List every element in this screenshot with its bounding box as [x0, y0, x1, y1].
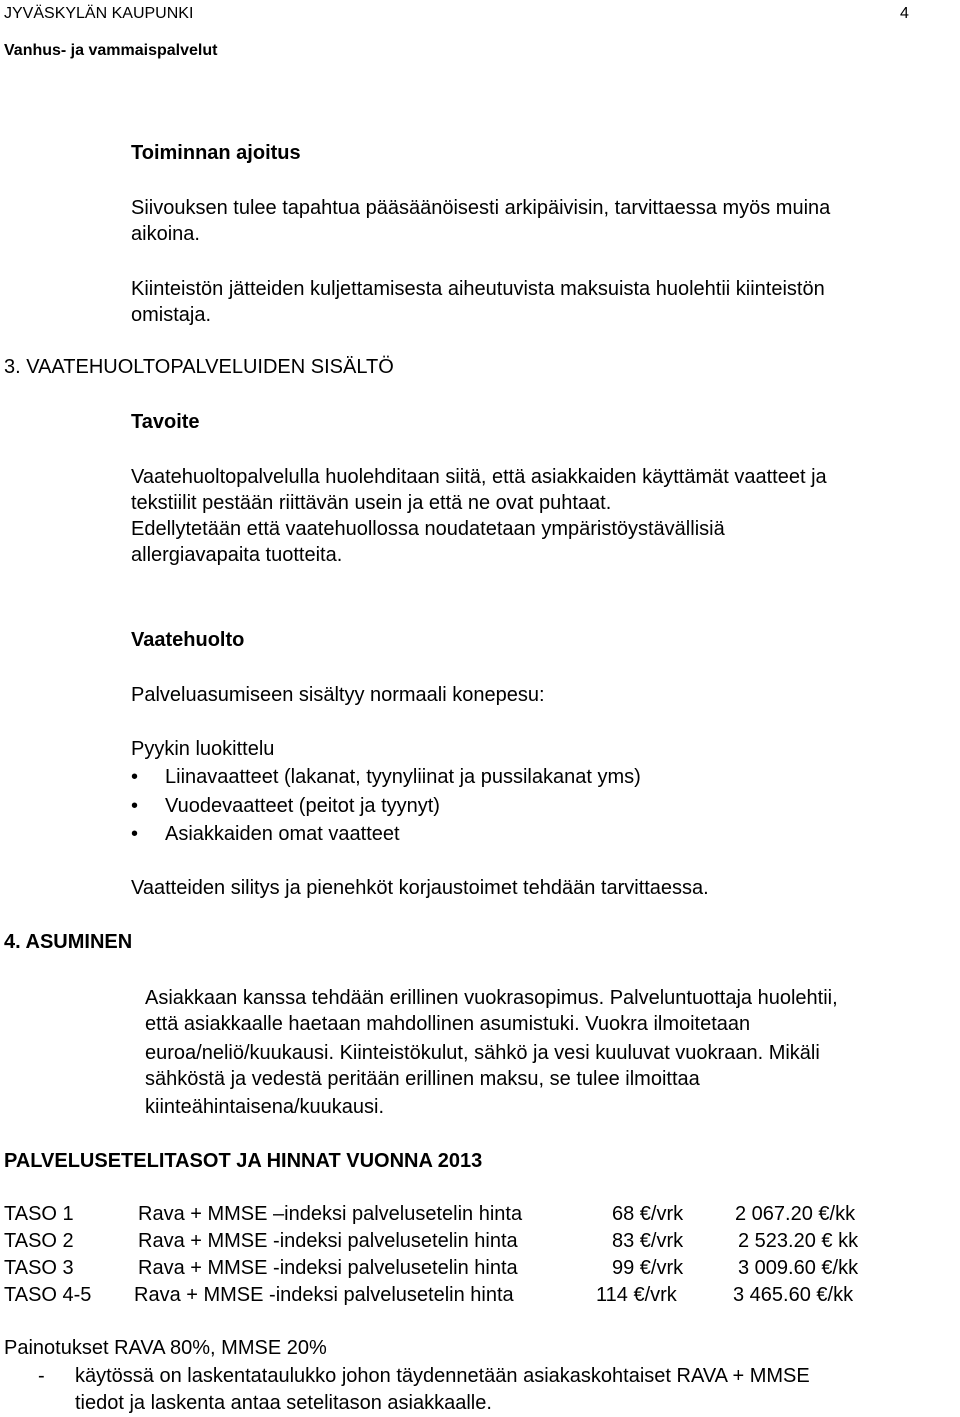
price-daily: 99 €/vrk: [612, 1257, 684, 1279]
price-description: Rava + MMSE -indeksi palvelusetelin hinta: [134, 1284, 514, 1306]
header-org: JYVÄSKYLÄN KAUPUNKI: [4, 5, 194, 22]
paragraph-line: allergiavapaita tuotteita.: [131, 544, 343, 566]
subheading-pyykki: Pyykin luokittelu: [131, 738, 275, 760]
list-item-text: Vuodevaatteet (peitot ja tyynyt): [165, 795, 440, 817]
bullet-icon: •: [131, 766, 139, 788]
header-department: Vanhus- ja vammaispalvelut: [4, 42, 218, 59]
bullet-icon: •: [131, 795, 139, 817]
price-monthly: 3 465.60 €/kk: [733, 1284, 854, 1306]
list-item-text: Liinavaatteet (lakanat, tyynyliinat ja pussilakanat yms): [165, 766, 641, 788]
paragraph-line: käytössä on laskentataulukko johon täydennetään asiakaskohtaiset RAVA + MMSE: [75, 1365, 810, 1387]
prices-heading: PALVELUSETELITASOT JA HINNAT VUONNA 2013: [4, 1150, 483, 1172]
subheading-vaatehuolto: Vaatehuolto: [131, 629, 245, 651]
paragraph-line: omistaja.: [131, 304, 212, 326]
weights-title: Painotukset RAVA 80%, MMSE 20%: [4, 1337, 327, 1359]
paragraph-line: sähköstä ja vedestä peritään erillinen maksu, se tulee ilmoittaa: [145, 1068, 700, 1090]
section-heading-4: 4. ASUMINEN: [4, 931, 133, 953]
page-number: 4: [900, 5, 909, 22]
price-level: TASO 1: [4, 1203, 74, 1225]
paragraph-line: Palveluasumiseen sisältyy normaali konepesu:: [131, 684, 545, 706]
paragraph-line: Vaatteiden silitys ja pienehköt korjaustoimet tehdään tarvittaessa.: [131, 877, 709, 899]
price-description: Rava + MMSE -indeksi palvelusetelin hinta: [138, 1257, 518, 1279]
section-heading-ajoitus: Toiminnan ajoitus: [131, 142, 301, 164]
paragraph-line: että asiakkaalle haetaan mahdollinen asumistuki. Vuokra ilmoitetaan: [145, 1013, 751, 1035]
price-daily: 114 €/vrk: [596, 1284, 677, 1306]
paragraph-line: Asiakkaan kanssa tehdään erillinen vuokrasopimus. Palveluntuottaja huolehtii,: [145, 987, 838, 1009]
bullet-icon: •: [131, 823, 139, 845]
price-monthly: 2 523.20 € kk: [738, 1230, 859, 1252]
price-level: TASO 3: [4, 1257, 74, 1279]
price-monthly: 2 067.20 €/kk: [735, 1203, 856, 1225]
paragraph-line: tekstiilit pestään riittävän usein ja että ne ovat puhtaat.: [131, 492, 612, 514]
price-monthly: 3 009.60 €/kk: [738, 1257, 859, 1279]
price-description: Rava + MMSE -indeksi palvelusetelin hinta: [138, 1230, 518, 1252]
price-description: Rava + MMSE –indeksi palvelusetelin hinta: [138, 1203, 523, 1225]
paragraph-line: aikoina.: [131, 223, 200, 245]
subheading-tavoite: Tavoite: [131, 411, 200, 433]
section-heading-3: 3. VAATEHUOLTOPALVELUIDEN SISÄLTÖ: [4, 356, 394, 378]
dash-marker: -: [38, 1365, 45, 1387]
paragraph-line: Kiinteistön jätteiden kuljettamisesta aiheutuvista maksuista huolehtii kiinteistön: [131, 278, 825, 300]
list-item-text: Asiakkaiden omat vaatteet: [165, 823, 400, 845]
paragraph-line: kiinteähintaisena/kuukausi.: [145, 1096, 385, 1118]
paragraph-line: Vaatehuoltopalvelulla huolehditaan siitä, että asiakkaiden käyttämät vaatteet ja: [131, 466, 827, 488]
price-level: TASO 4-5: [4, 1284, 92, 1306]
price-daily: 68 €/vrk: [612, 1203, 684, 1225]
paragraph-line: Siivouksen tulee tapahtua pääsäänöisesti arkipäivisin, tarvittaessa myös muina: [131, 197, 831, 219]
price-daily: 83 €/vrk: [612, 1230, 684, 1252]
paragraph-line: tiedot ja laskenta antaa setelitason asiakkaalle.: [75, 1392, 492, 1414]
price-level: TASO 2: [4, 1230, 74, 1252]
paragraph-line: Edellytetään että vaatehuollossa noudatetaan ympäristöystävällisiä: [131, 518, 725, 540]
paragraph-line: euroa/neliö/kuukausi. Kiinteistökulut, sähkö ja vesi kuuluvat vuokraan. Mikäli: [145, 1042, 820, 1064]
